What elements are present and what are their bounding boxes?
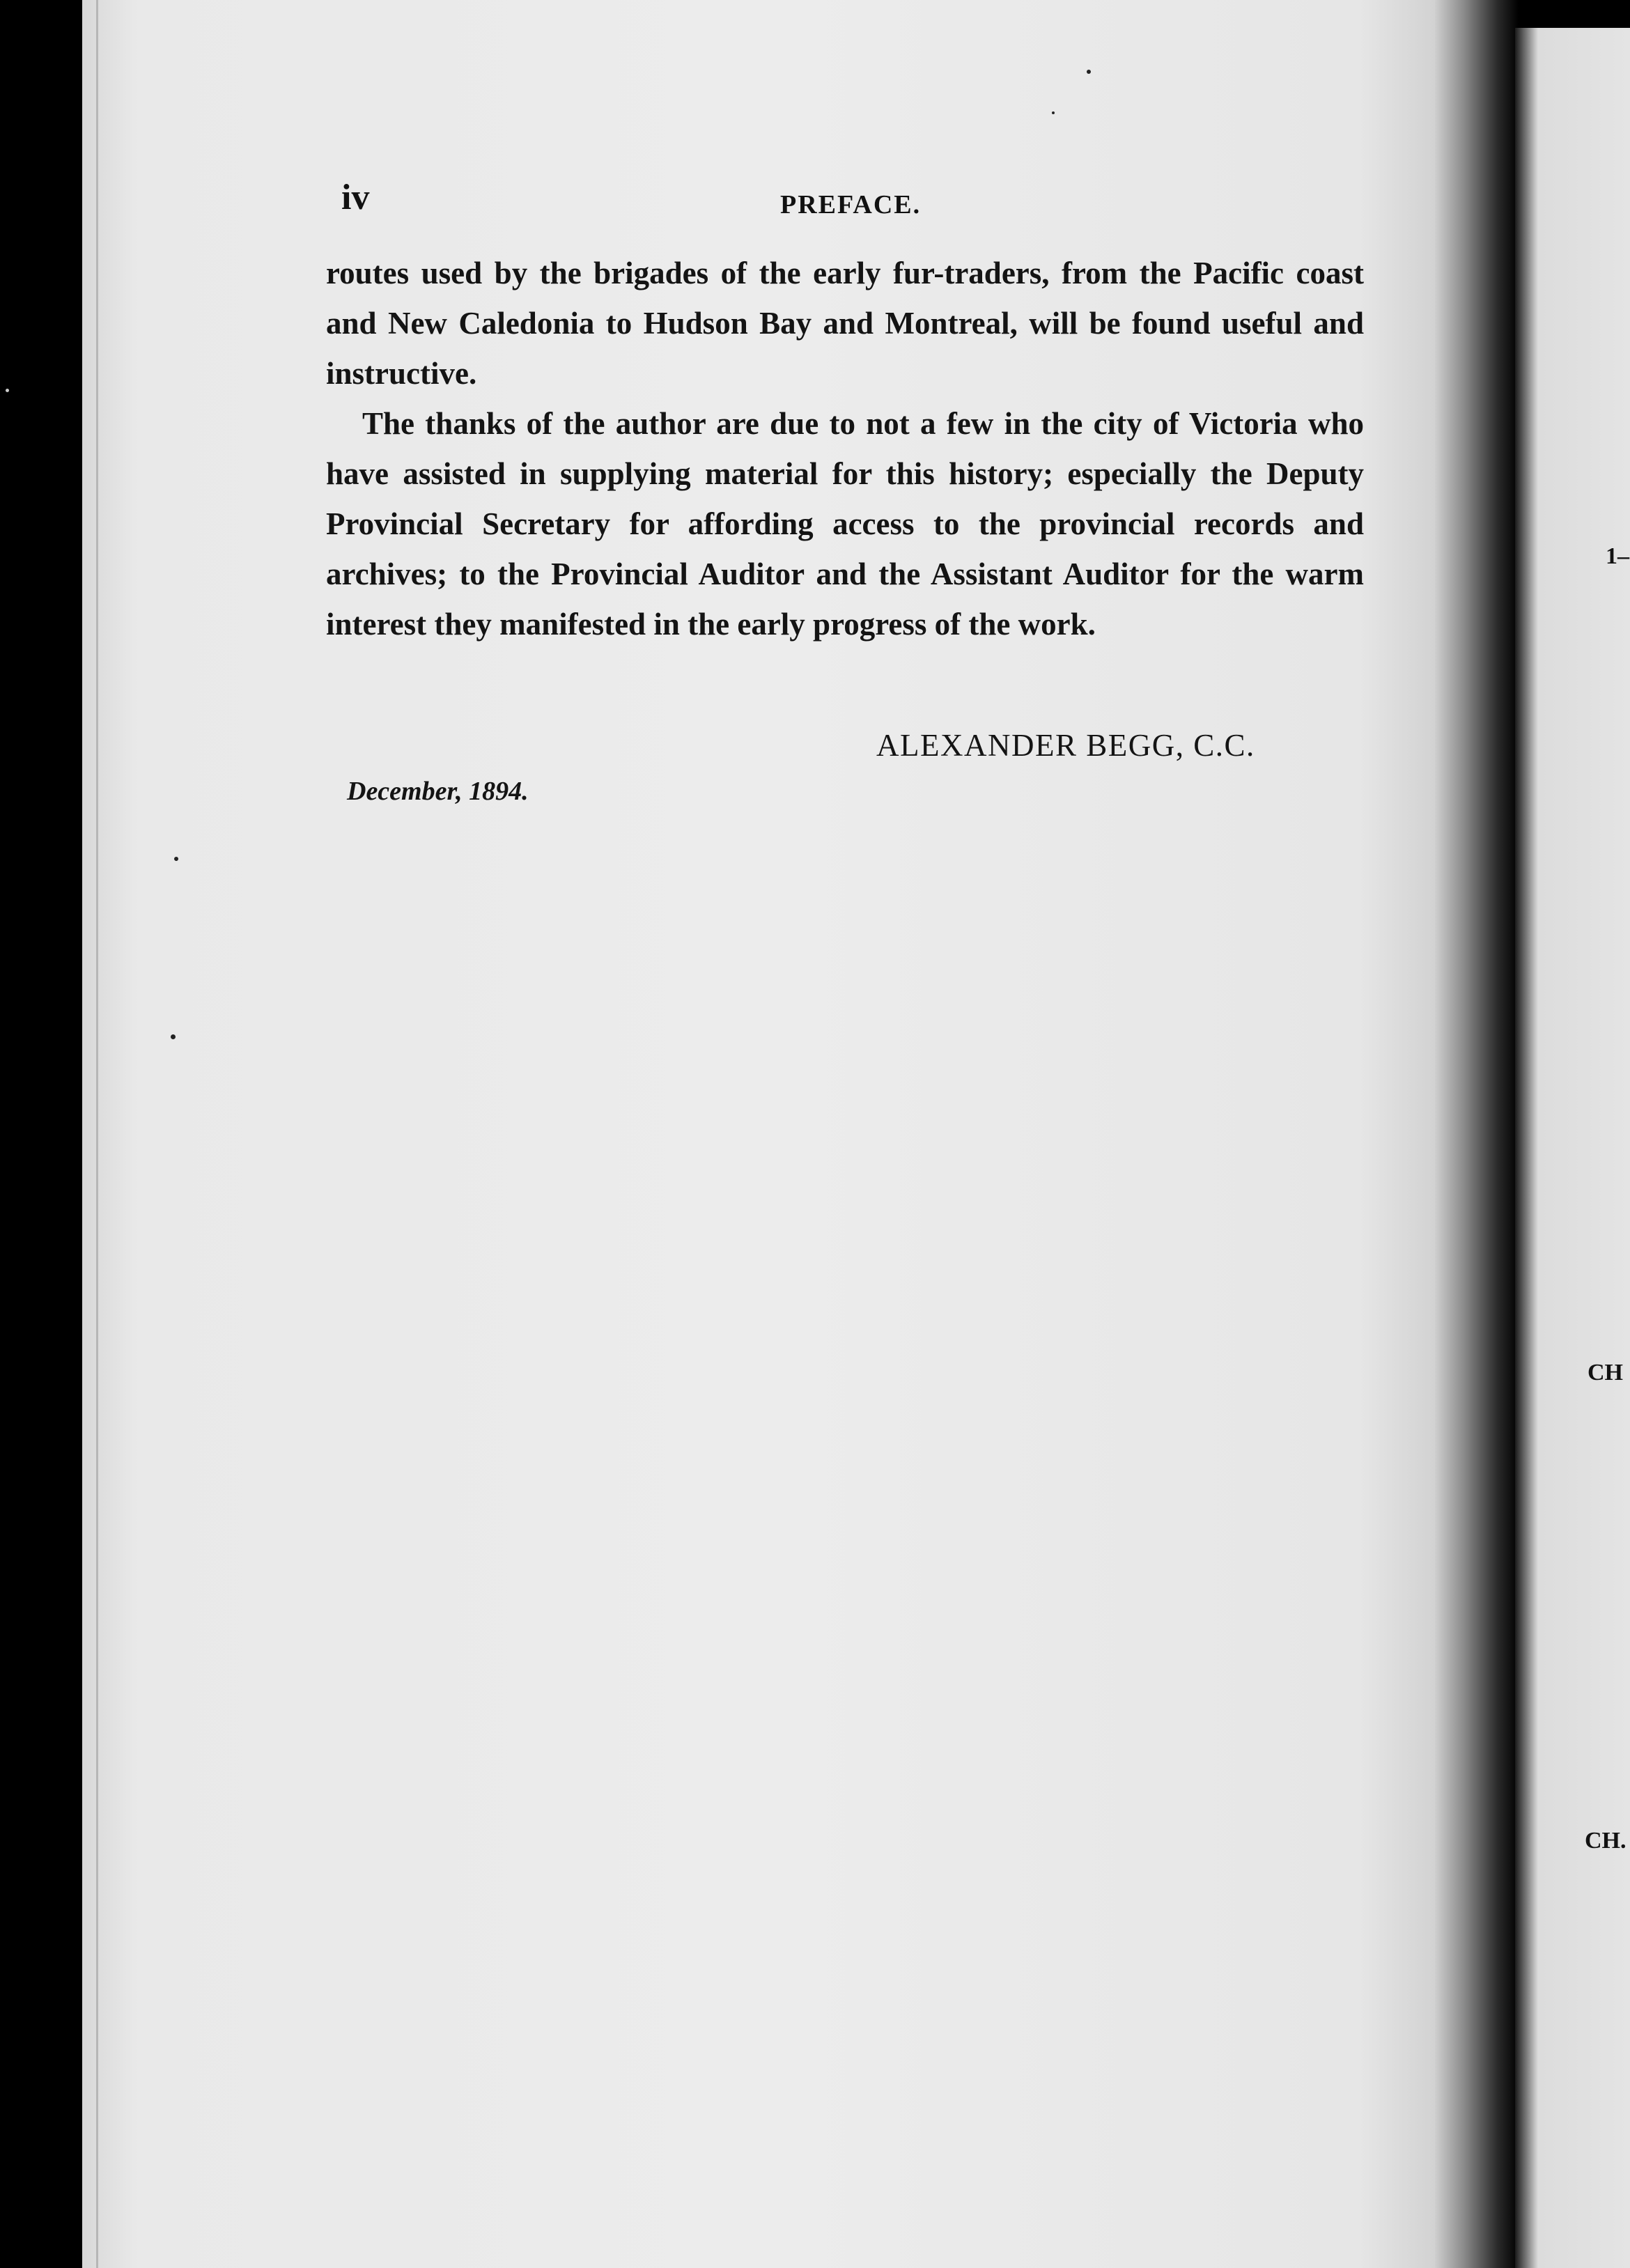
paragraph-thanks: The thanks of the author are due to not a few in the city of Victoria who have assisted in supplying material for this history; especially the Deputy Provincial Secretary for affording access to the provincial records and archives; to the Provincial Auditor and the Assistant Auditor for the warm interest they manifested in the early progress of the work. (326, 406, 1364, 642)
page-edge (96, 0, 98, 2268)
next-page-fragment: 1– (1606, 543, 1629, 569)
paragraph-continued: routes used by the brigades of the early fur-traders, from the Pacific coast and New Caledonia to Hudson Bay and Montreal, will be found useful and instructive. (326, 256, 1364, 391)
preface-date: December, 1894. (347, 777, 529, 806)
gutter-shadow (1435, 0, 1519, 2268)
scan-speck (171, 1034, 176, 1039)
next-page-fragment: CH. (1585, 1828, 1627, 1854)
preface-body (326, 248, 1364, 649)
scan-speck (1052, 111, 1055, 114)
running-head: PREFACE. (780, 190, 922, 219)
scan-speck (1087, 70, 1091, 74)
author-signature: ALEXANDER BEGG, C.C. (876, 728, 1255, 763)
next-page-fragment: CH (1588, 1360, 1623, 1385)
scan-speck (174, 857, 178, 861)
scan-speck (6, 389, 9, 392)
next-page-edge (1515, 28, 1630, 2268)
page-number: iv (341, 178, 370, 217)
